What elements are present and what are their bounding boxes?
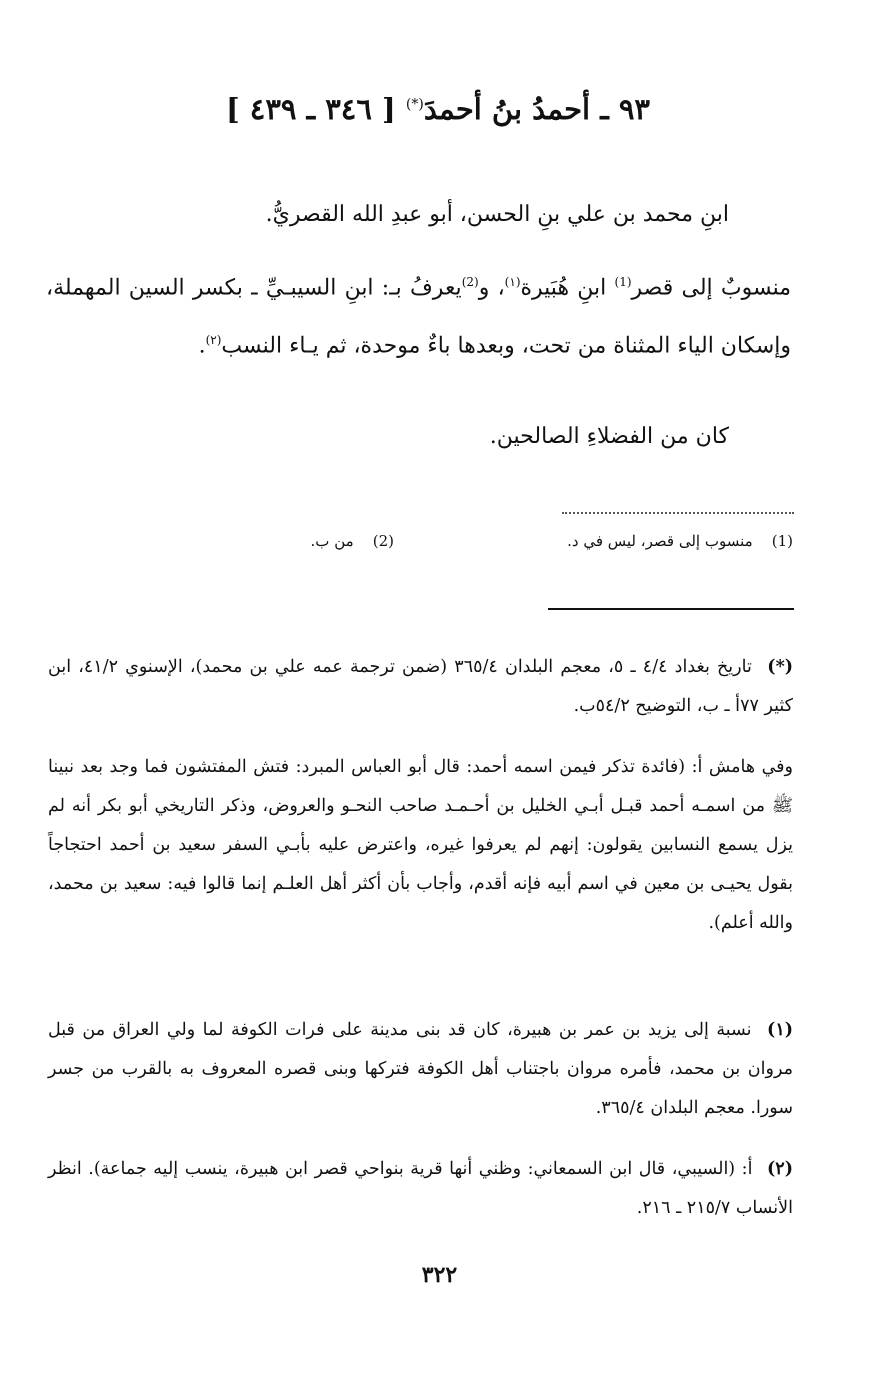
footnote-ref-1: (١) — [504, 275, 521, 289]
variant-note-1 — [567, 532, 793, 550]
variant-note-1-text: منسوب إلى قصر، ليس في د. — [567, 532, 753, 550]
entry-name: أحمدُ بنُ أحمدَ — [423, 92, 591, 126]
entry-heading — [190, 92, 650, 126]
footnote-star-label: (*) — [767, 657, 794, 677]
footnote-star — [48, 648, 793, 726]
entry-years: [ ٣٤٦ ـ ٤٣٩ ] — [225, 92, 396, 126]
footnote-margin-note: وفي هامش أ: (فائدة تذكر فيمن اسمه أحمد: قال أبو العباس المبرد: فتش المفتشون فما وجد بعد نبينا ﷺ من اسمـه أحمد قبـل أبـي الخليل بن أحـمـد صاحب النحـو والعروض، وذكر التاريخي أبو بكر أنه لم يزل يسمع النسابين يقولون: إنهم لم يعرفوا غيره، واعترض عليه بأبـي السفر سعيد بن أحمد احتجاجاً بقول يحيـى بن معين في اسم أبيه فإنه أقدم، وأجاب بأن أكثر أهل العلـم إنما قالوا فيه: سعيد بن محمد، والله أعلم). — [48, 757, 793, 933]
page-number: ٣٢٢ — [421, 1262, 458, 1288]
nisba-text-a: منسوبٌ إلى قصر — [631, 275, 791, 301]
footnote-1-text: نسبة إلى يزيد بن عمر بن هبيرة، كان قد بنى مدينة على فرات الكوفة لما ولي العراق من قبل مروان بن محمد، فأمره مروان باجتناب أهل الكوفة فتركها وبنى قصره المعروف به بالقرب من جسر سورا. معجم البلدان ٣٦٥/٤. — [48, 1020, 793, 1118]
nisba-text-e: . — [198, 333, 206, 359]
nisba-paragraph — [46, 256, 791, 373]
variant-note-2-label: (2) — [372, 532, 394, 550]
nisba-text-c: ، و — [478, 275, 505, 301]
dotted-separator — [562, 512, 794, 514]
entry-star-marker: (*) — [405, 96, 424, 113]
variant-note-2-text: من ب. — [310, 532, 354, 550]
variant-ref-2: (2) — [461, 275, 479, 289]
variant-note-2 — [311, 532, 394, 550]
nisba-text-d: يعرفُ بـ: ابنِ السيبـيِّ ـ بكسر السين المهملة، وإسكان الياء المثناة من تحت، وبعدها باءٌ موحدة، ثم يـاء النسب — [46, 275, 791, 359]
nisba-text-b: ابنِ هُبَيرة — [520, 275, 615, 301]
footnote-1 — [48, 1011, 793, 1128]
virtue-paragraph: كان من الفضلاءِ الصالحين. — [489, 424, 729, 449]
variant-ref-1: (1) — [614, 275, 632, 289]
footnote-2-label: (٢) — [767, 1159, 793, 1179]
footnote-2-text: أ: (السيبي، قال ابن السمعاني: وظني أنها قرية بنواحي قصر ابن هبيرة، ينسب إليه جماعة). انظر الأنساب ٢١٥/٧ ـ ٢١٦. — [48, 1159, 793, 1218]
footnote-1-label: (١) — [767, 1020, 793, 1040]
lineage-paragraph: ابنِ محمد بن علي بنِ الحسن، أبو عبدِ الله القصريُّ. — [265, 202, 729, 227]
footnote-ref-2: (٢) — [205, 333, 222, 348]
footnote-rule — [548, 608, 794, 610]
variant-note-1-label: (1) — [771, 532, 793, 550]
entry-number: ٩٣ — [618, 92, 650, 126]
entry-dash: ـ — [600, 92, 609, 126]
footnote-2 — [48, 1150, 793, 1228]
footnote-star-text: تاريخ بغداد ٤/٤ ـ ٥، معجم البلدان ٣٦٥/٤ (ضمن ترجمة عمه علي بن محمد)، الإسنوي ٤١/٢، ابن كثير ٧٧أ ـ ب، التوضيح ٥٤/٢ب. — [48, 657, 793, 716]
